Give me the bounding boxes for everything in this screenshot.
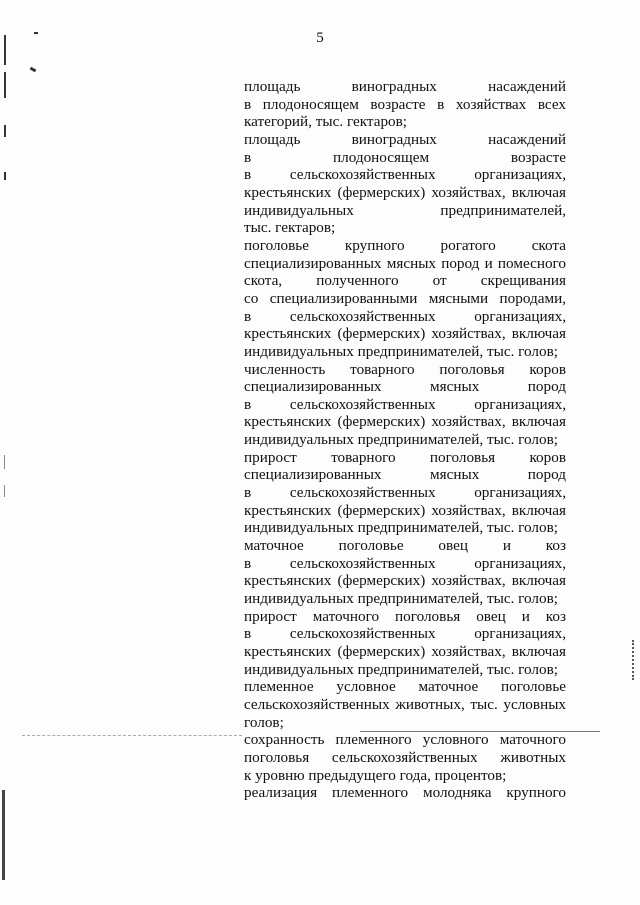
list-item xyxy=(244,131,566,237)
list-item xyxy=(244,731,566,784)
text-line: прирост маточного поголовья овец и коз xyxy=(244,607,566,625)
scan-dash-line xyxy=(22,735,242,736)
text-line: крестьянских (фермерских) хозяйствах, включая xyxy=(244,413,566,431)
text-line: категорий, тыс. гектаров; xyxy=(244,113,408,131)
scan-mark xyxy=(4,72,6,98)
text-line: поголовья сельскохозяйственных животных xyxy=(244,748,566,766)
text-line: в сельскохозяйственных организациях, xyxy=(244,307,566,325)
text-line: в сельскохозяйственных организациях, xyxy=(244,554,566,572)
scan-mark xyxy=(34,32,38,34)
text-line: поголовье крупного рогатого скота xyxy=(244,236,566,254)
text-line: в сельскохозяйственных организациях, xyxy=(244,395,566,413)
text-line: индивидуальных предпринимателей, тыс. голов; xyxy=(244,431,558,449)
text-line: крестьянских (фермерских) хозяйствах, включая xyxy=(244,643,566,660)
text-line: в сельскохозяйственных организациях, xyxy=(244,625,566,643)
scan-mark xyxy=(4,172,6,180)
text-line: реализация племенного молодняка крупного xyxy=(244,784,566,802)
list-item xyxy=(244,237,566,361)
text-line: площадь виноградных насаждений xyxy=(244,130,566,148)
text-line: специализированных мясных пород xyxy=(244,466,566,484)
text-line: крестьянских (фермерских) хозяйствах, включая xyxy=(244,183,566,201)
scan-overline xyxy=(360,731,600,732)
text-line: специализированных мясных пород xyxy=(244,378,566,396)
text-line: индивидуальных предпринимателей, тыс. голов; xyxy=(244,519,558,537)
text-line: сельскохозяйственных животных, тыс. условных xyxy=(244,695,566,713)
text-line: площадь виноградных насаждений xyxy=(244,78,566,95)
text-line: в плодоносящем возрасте в хозяйствах всех xyxy=(244,95,566,113)
scan-mark xyxy=(4,485,5,497)
scan-mark xyxy=(2,790,5,880)
scan-mark xyxy=(4,125,6,137)
text-line: индивидуальных предпринимателей, xyxy=(244,201,566,219)
scan-mark xyxy=(4,35,6,65)
list-item xyxy=(244,361,566,449)
list-item xyxy=(244,678,566,731)
text-line: крестьянских (фермерских) хозяйствах, включая xyxy=(244,572,566,590)
text-line: маточное поголовье овец и коз xyxy=(244,537,566,555)
text-line: тыс. гектаров; xyxy=(244,219,336,237)
list-item xyxy=(244,78,566,131)
text-line: индивидуальных предпринимателей, тыс. голов; xyxy=(244,590,558,608)
text-line: голов; xyxy=(244,713,284,731)
scan-mark xyxy=(4,455,5,469)
text-line: к уровню предыдущего года, процентов; xyxy=(244,766,507,784)
text-line: сохранность племенного условного маточного xyxy=(244,731,566,749)
list-item xyxy=(244,608,566,679)
text-line: в сельскохозяйственных организациях, xyxy=(244,484,566,502)
text-line: племенное условное маточное поголовье xyxy=(244,678,566,696)
list-item xyxy=(244,537,566,608)
scan-mark xyxy=(30,67,37,73)
body-text xyxy=(244,78,566,802)
text-line: в плодоносящем возрасте xyxy=(244,148,566,166)
text-line: крестьянских (фермерских) хозяйствах, включая xyxy=(244,325,566,343)
text-line: прирост товарного поголовья коров xyxy=(244,448,566,466)
text-line: индивидуальных предпринимателей, тыс. голов; xyxy=(244,342,558,360)
page-number: 5 xyxy=(316,30,324,46)
text-line: специализированных мясных пород и помесного xyxy=(244,254,566,272)
text-line: со специализированными мясными породами, xyxy=(244,289,566,307)
text-line: индивидуальных предпринимателей, тыс. голов; xyxy=(244,660,558,678)
text-line: в сельскохозяйственных организациях, xyxy=(244,166,566,184)
list-item xyxy=(244,784,566,802)
text-line: численность товарного поголовья коров xyxy=(244,360,566,378)
text-line: крестьянских (фермерских) хозяйствах, включая xyxy=(244,501,566,519)
text-line: скота, полученного от скрещивания xyxy=(244,272,566,290)
scan-mark xyxy=(632,640,636,680)
list-item xyxy=(244,449,566,537)
